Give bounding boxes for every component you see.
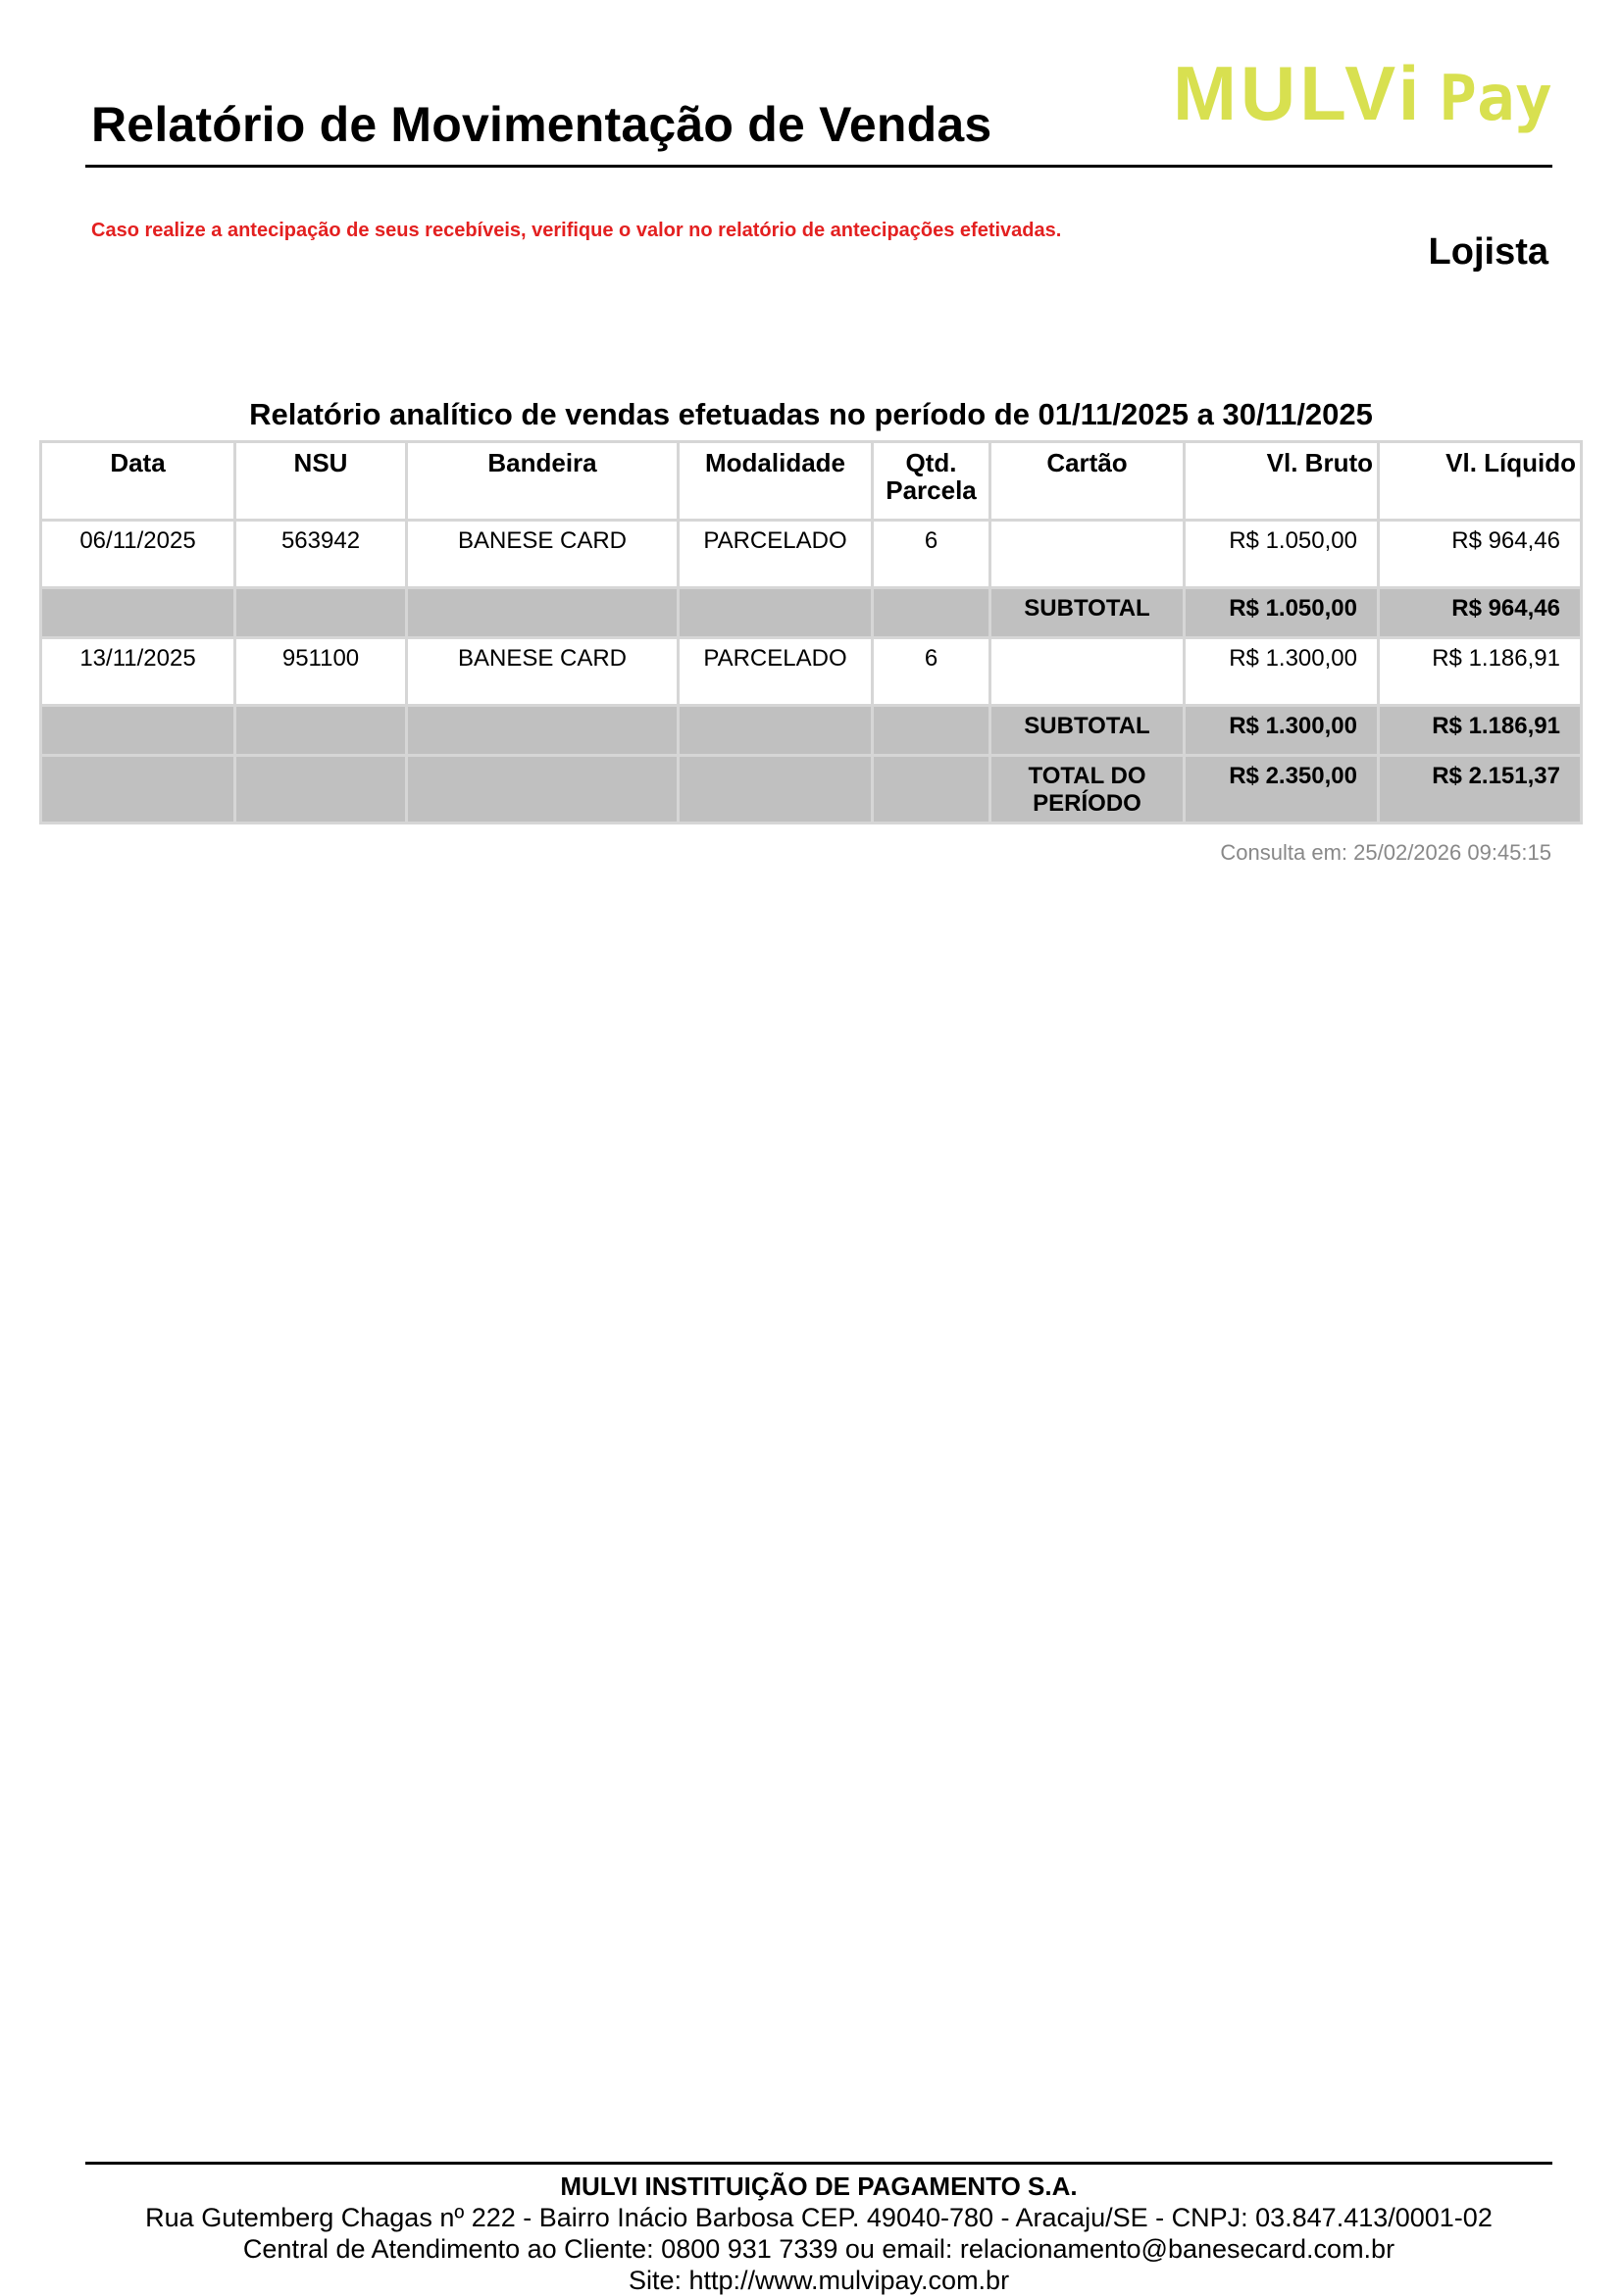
brand-logo (1173, 49, 1552, 147)
cell-empty (41, 706, 235, 756)
cell-nsu: 563942 (235, 521, 407, 588)
cell-empty (235, 706, 407, 756)
subtotal-vl-liquido: R$ 964,46 (1379, 588, 1582, 638)
subtotal-row (41, 706, 1582, 756)
cell-nsu: 951100 (235, 638, 407, 706)
cell-empty (235, 588, 407, 638)
subtotal-label: SUBTOTAL (990, 588, 1185, 638)
anticipation-notice: Caso realize a antecipação de seus recebíveis, verifique o valor no relatório de antecipações efetivadas. (91, 220, 1062, 241)
column-header-data: Data (41, 442, 235, 521)
cell-empty (679, 756, 873, 824)
period-total-vl-liquido: R$ 2.151,37 (1379, 756, 1582, 824)
sales-table (39, 440, 1583, 824)
cell-cartao (990, 521, 1185, 588)
cell-empty (873, 588, 990, 638)
cell-data: 06/11/2025 (41, 521, 235, 588)
subtotal-vl-liquido: R$ 1.186,91 (1379, 706, 1582, 756)
subtotal-row (41, 588, 1582, 638)
cell-modalidade: PARCELADO (679, 638, 873, 706)
page-title: Relatório de Movimentação de Vendas (91, 97, 992, 152)
period-total-vl-bruto: R$ 2.350,00 (1185, 756, 1379, 824)
logo-suffix: Pay (1439, 63, 1552, 135)
cell-cartao (990, 638, 1185, 706)
table-header-row (41, 442, 1582, 521)
footer-contact: Central de Atendimento ao Cliente: 0800 931 7339 ou email: relacionamento@banesecard.com.br (242, 2234, 1395, 2264)
table-title: Relatório analítico de vendas efetuadas no período de 01/11/2025 a 30/11/2025 (249, 397, 1373, 431)
report-header (85, 49, 1552, 168)
consult-timestamp: Consulta em: 25/02/2026 09:45:15 (1220, 840, 1551, 865)
cell-empty (41, 588, 235, 638)
cell-empty (679, 588, 873, 638)
footer-address: Rua Gutemberg Chagas nº 222 - Bairro Inácio Barbosa CEP. 49040-780 - Aracaju/SE - CNPJ: 03.847.413/0001-02 (145, 2203, 1493, 2232)
period-total-label: TOTAL DO PERÍODO (990, 756, 1185, 824)
cell-empty (407, 588, 679, 638)
cell-empty (873, 756, 990, 824)
subtotal-vl-bruto: R$ 1.300,00 (1185, 706, 1379, 756)
footer-company: MULVI INSTITUIÇÃO DE PAGAMENTO S.A. (560, 2171, 1078, 2201)
cell-empty (235, 756, 407, 824)
cell-empty (41, 756, 235, 824)
column-header-modalidade: Modalidade (679, 442, 873, 521)
cell-empty (407, 706, 679, 756)
cell-qtd-parcela: 6 (873, 521, 990, 588)
cell-empty (873, 706, 990, 756)
column-header-qtd-parcela: Qtd. Parcela (873, 442, 990, 521)
cell-empty (407, 756, 679, 824)
logo-wordmark: MULVi (1172, 50, 1424, 136)
cell-vl-bruto: R$ 1.300,00 (1185, 638, 1379, 706)
period-total-row (41, 756, 1582, 824)
cell-vl-liquido: R$ 964,46 (1379, 521, 1582, 588)
column-header-vl-liquido: Vl. Líquido (1379, 442, 1582, 521)
column-header-bandeira: Bandeira (407, 442, 679, 521)
column-header-vl-bruto: Vl. Bruto (1185, 442, 1379, 521)
cell-empty (679, 706, 873, 756)
role-label: Lojista (1428, 231, 1548, 273)
cell-vl-bruto: R$ 1.050,00 (1185, 521, 1379, 588)
column-header-cartao: Cartão (990, 442, 1185, 521)
page-footer (85, 2162, 1552, 2296)
cell-vl-liquido: R$ 1.186,91 (1379, 638, 1582, 706)
cell-bandeira: BANESE CARD (407, 521, 679, 588)
table-row (41, 638, 1582, 706)
cell-modalidade: PARCELADO (679, 521, 873, 588)
cell-data: 13/11/2025 (41, 638, 235, 706)
subtotal-vl-bruto: R$ 1.050,00 (1185, 588, 1379, 638)
cell-qtd-parcela: 6 (873, 638, 990, 706)
cell-bandeira: BANESE CARD (407, 638, 679, 706)
subtotal-label: SUBTOTAL (990, 706, 1185, 756)
column-header-nsu: NSU (235, 442, 407, 521)
table-row (41, 521, 1582, 588)
footer-site: Site: http://www.mulvipay.com.br (628, 2266, 1010, 2295)
